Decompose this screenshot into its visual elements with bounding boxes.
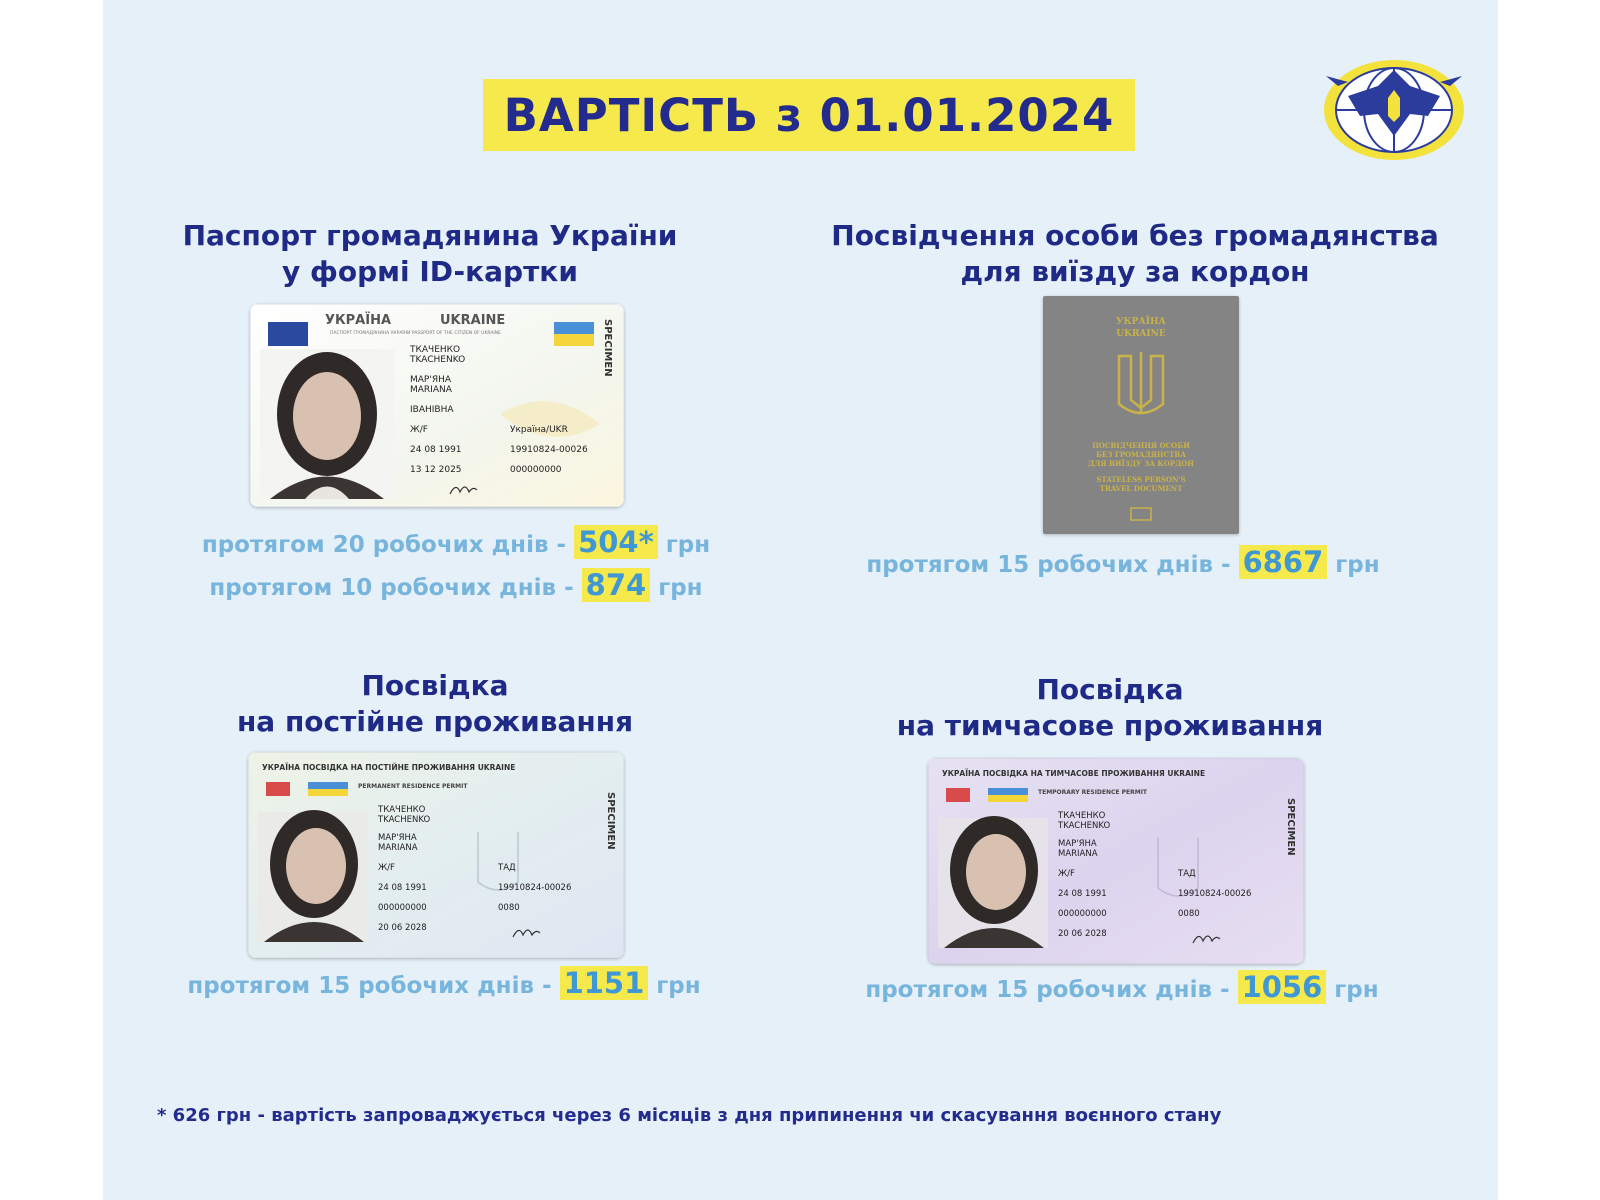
card-field: TKACHENKO bbox=[1058, 821, 1111, 831]
travel-doc-text: STATELESS PERSON'S bbox=[1096, 475, 1186, 484]
card-field: МАР'ЯНА bbox=[410, 375, 452, 385]
eu-chip-icon bbox=[946, 788, 970, 802]
price-star: * bbox=[638, 525, 654, 559]
card-field: 24 08 1991 bbox=[1058, 889, 1107, 899]
card-field: ТКАЧЕНКО bbox=[1058, 811, 1106, 821]
eu-chip-icon bbox=[268, 322, 308, 346]
price-amount bbox=[1238, 970, 1327, 1004]
card-field: 20 06 2028 bbox=[1058, 929, 1107, 939]
price-line bbox=[842, 970, 1402, 1004]
card-field: Ж/F bbox=[1058, 869, 1075, 879]
page-title-banner bbox=[483, 79, 1135, 151]
section-title-line: на постійне проживання bbox=[236, 705, 634, 738]
price-amount bbox=[582, 568, 651, 602]
price-prefix: протягом 15 робочих днів - bbox=[187, 973, 560, 999]
page-title: ВАРТІСТЬ з 01.01.2024 bbox=[503, 88, 1115, 142]
card-header-right: UKRAINE bbox=[440, 313, 506, 328]
section-title-temporary bbox=[810, 672, 1410, 744]
card-field: 19910824-00026 bbox=[498, 883, 572, 893]
price-suffix: грн bbox=[1327, 552, 1380, 578]
card-field: 0080 bbox=[498, 903, 520, 913]
price-prefix: протягом 15 робочих днів - bbox=[866, 552, 1239, 578]
card-field: TKACHENKO bbox=[378, 815, 431, 825]
card-field: ТАД bbox=[498, 863, 516, 873]
eu-chip-icon bbox=[266, 782, 290, 796]
card-field: Ж/F bbox=[378, 863, 395, 873]
section-title-line: на тимчасове проживання bbox=[896, 709, 1324, 742]
card-field: 19910824-00026 bbox=[1178, 889, 1252, 899]
permanent-residence-permit-image bbox=[248, 752, 624, 958]
price-prefix: протягом 20 робочих днів - bbox=[201, 532, 575, 558]
price-line bbox=[843, 545, 1403, 579]
card-field: 0080 bbox=[1178, 909, 1200, 919]
card-header-left: УКРАЇНА bbox=[325, 313, 392, 328]
card-field: TKACHENKO bbox=[410, 355, 466, 365]
price-amount bbox=[574, 525, 658, 559]
footnote: * 626 грн - вартість запроваджується через 6 місяців з дня припинення чи скасування воєнного стану bbox=[157, 1105, 1222, 1126]
travel-doc-text: TRAVEL DOCUMENT bbox=[1099, 484, 1183, 493]
card-header: УКРАЇНА ПОСВІДКА НА ПОСТІЙНЕ ПРОЖИВАННЯ UKRAINE bbox=[262, 763, 516, 772]
section-title-line: Посвідка bbox=[1036, 673, 1184, 706]
card-field: 19910824-00026 bbox=[510, 445, 588, 455]
card-field: МАР'ЯНА bbox=[378, 833, 417, 843]
section-title-permanent bbox=[140, 668, 730, 740]
card-field: MARIANA bbox=[410, 385, 452, 395]
card-field: 20 06 2028 bbox=[378, 923, 427, 933]
price-suffix: грн bbox=[648, 973, 701, 999]
card-field: ТАД bbox=[1178, 869, 1196, 879]
price-amount-value: 504 bbox=[578, 525, 639, 559]
section-title-line: для виїзду за кордон bbox=[960, 255, 1310, 288]
card-field: Ж/F bbox=[410, 425, 428, 435]
ukraine-flag-icon bbox=[988, 788, 1028, 795]
price-suffix: грн bbox=[650, 575, 703, 601]
state-migration-service-emblem bbox=[1318, 56, 1470, 162]
card-field: 000000000 bbox=[510, 465, 562, 475]
section-title-line: Посвідка bbox=[361, 669, 509, 702]
specimen-label: SPECIMEN bbox=[605, 792, 616, 850]
price-amount-value: 1151 bbox=[563, 966, 645, 1000]
card-field: Україна/UKR bbox=[510, 425, 568, 435]
price-amount-value: 6867 bbox=[1242, 545, 1324, 579]
travel-doc-text: ПОСВІДЧЕННЯ ОСОБИ bbox=[1092, 441, 1190, 450]
card-field: MARIANA bbox=[1058, 849, 1098, 859]
card-subheader: ПАСПОРТ ГРОМАДЯНИНА УКРАЇНИ PASSPORT OF THE CITIZEN OF UKRAINE bbox=[330, 331, 501, 336]
price-line bbox=[176, 525, 736, 559]
card-field: MARIANA bbox=[378, 843, 418, 853]
specimen-label: SPECIMEN bbox=[602, 319, 613, 377]
section-title-line: Посвідчення особи без громадянства bbox=[831, 219, 1439, 252]
card-field: ІВАНІВНА bbox=[410, 405, 454, 415]
card-field: ТКАЧЕНКО bbox=[410, 345, 461, 355]
card-subheader: TEMPORARY RESIDENCE PERMIT bbox=[1038, 789, 1148, 796]
section-title-line: у формі ID-картки bbox=[282, 255, 578, 288]
ukraine-flag-icon bbox=[554, 322, 594, 334]
price-prefix: протягом 10 робочих днів - bbox=[209, 575, 582, 601]
price-suffix: грн bbox=[1326, 977, 1379, 1003]
card-subheader: PERMANENT RESIDENCE PERMIT bbox=[358, 783, 468, 790]
section-title-stateless bbox=[775, 218, 1495, 290]
price-line bbox=[174, 966, 714, 1000]
price-amount-value: 874 bbox=[585, 568, 647, 602]
price-amount-value: 1056 bbox=[1241, 970, 1323, 1004]
travel-doc-text: UKRAINE bbox=[1116, 329, 1166, 339]
price-line bbox=[176, 568, 736, 602]
card-field: 24 08 1991 bbox=[378, 883, 427, 893]
price-amount bbox=[560, 966, 649, 1000]
card-field: МАР'ЯНА bbox=[1058, 839, 1097, 849]
stateless-travel-document-image bbox=[1043, 296, 1239, 534]
temporary-residence-permit-image bbox=[928, 758, 1304, 964]
price-suffix: грн bbox=[657, 532, 711, 558]
card-field: 13 12 2025 bbox=[410, 465, 462, 475]
section-title-passport bbox=[140, 218, 720, 290]
card-field: 000000000 bbox=[378, 903, 427, 913]
id-card-passport-image bbox=[250, 304, 624, 507]
card-field: 000000000 bbox=[1058, 909, 1107, 919]
card-field: ТКАЧЕНКО bbox=[378, 805, 426, 815]
ukraine-flag-icon bbox=[308, 782, 348, 789]
price-prefix: протягом 15 робочих днів - bbox=[865, 977, 1238, 1003]
travel-doc-text: ДЛЯ ВИЇЗДУ ЗА КОРДОН bbox=[1087, 459, 1195, 468]
travel-doc-text: БЕЗ ГРОМАДЯНСТВА bbox=[1096, 450, 1186, 459]
section-title-line: Паспорт громадянина України bbox=[182, 219, 678, 252]
price-amount bbox=[1239, 545, 1328, 579]
travel-doc-text: УКРАЇНА bbox=[1116, 317, 1166, 327]
card-header: УКРАЇНА ПОСВІДКА НА ТИМЧАСОВЕ ПРОЖИВАННЯ UKRAINE bbox=[942, 769, 1206, 778]
specimen-label: SPECIMEN bbox=[1285, 798, 1296, 856]
card-field: 24 08 1991 bbox=[410, 445, 462, 455]
